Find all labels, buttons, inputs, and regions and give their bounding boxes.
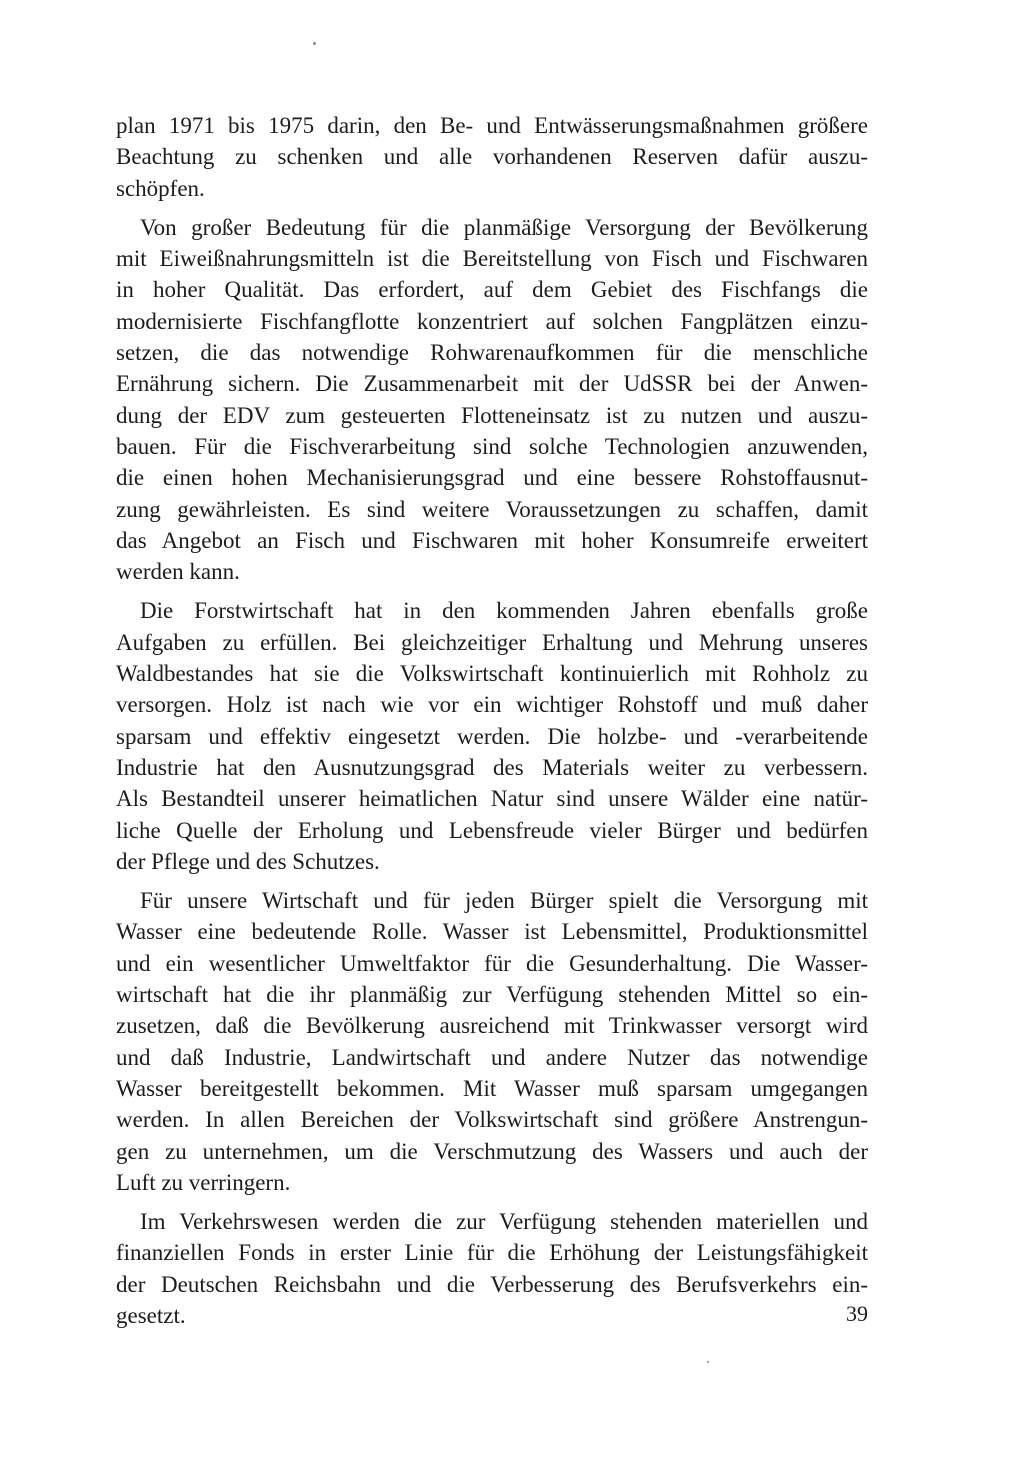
text-line: das Angebot an Fisch und Fischwaren mit hoher Konsumreife erweitert: [116, 527, 868, 553]
text-line: finanziellen Fonds in erster Linie für die Erhöhung der Leistungsfähigkeit: [116, 1240, 868, 1266]
text-line: gesetzt.: [116, 1302, 186, 1328]
text-line: Für unsere Wirtschaft und für jeden Bürger spielt die Versorgung mit: [140, 888, 868, 914]
text-line: sparsam und effektiv eingesetzt werden. Die holzbe- und -verarbeitende: [116, 723, 868, 749]
text-line: Beachtung zu schenken und alle vorhandenen Reserven dafür auszu-: [116, 144, 868, 170]
text-line: werden. In allen Bereichen der Volkswirtschaft sind größere Anstrengun-: [116, 1107, 868, 1133]
text-line: und daß Industrie, Landwirtschaft und andere Nutzer das notwendige: [116, 1044, 868, 1070]
text-line: wirtschaft hat die ihr planmäßig zur Verfügung stehenden Mittel so ein-: [116, 982, 868, 1008]
page-number: 39: [846, 1301, 868, 1326]
text-line: schöpfen.: [116, 175, 205, 201]
text-line: Im Verkehrswesen werden die zur Verfügung stehenden materiellen und: [140, 1209, 868, 1235]
paragraph: [116, 885, 868, 1198]
scan-speck: [707, 1361, 709, 1363]
text-line: Waldbestandes hat sie die Volkswirtschaft kontinuierlich mit Rohholz zu: [116, 661, 868, 687]
text-line: der Pflege und des Schutzes.: [116, 848, 380, 874]
text-line: Wasser bereitgestellt bekommen. Mit Wasser muß sparsam umgegangen: [116, 1075, 868, 1101]
text-line: und ein wesentlicher Umweltfaktor für die Gesunderhaltung. Die Wasser-: [116, 950, 868, 976]
text-line: der Deutschen Reichsbahn und die Verbesserung des Berufsverkehrs ein-: [116, 1271, 868, 1297]
text-line: Ernährung sichern. Die Zusammenarbeit mit der UdSSR bei der Anwen-: [116, 371, 868, 397]
text-line: plan 1971 bis 1975 darin, den Be- und Entwässerungsmaßnahmen größere: [116, 113, 868, 138]
text-line: Luft zu verringern.: [116, 1169, 291, 1195]
text-line: Von großer Bedeutung für die planmäßige Versorgung der Bevölkerung: [140, 214, 868, 240]
text-line: Wasser eine bedeutende Rolle. Wasser ist Lebensmittel, Produktionsmittel: [116, 919, 868, 945]
text-line: in hoher Qualität. Das erfordert, auf dem Gebiet des Fischfangs die: [116, 277, 868, 303]
paragraph: [116, 212, 868, 588]
text-line: Als Bestandteil unserer heimatlichen Natur sind unsere Wälder eine natür-: [116, 786, 868, 812]
paragraph: [116, 110, 868, 204]
text-line: Aufgaben zu erfüllen. Bei gleichzeitiger Erhaltung und Mehrung unseres: [116, 629, 868, 655]
text-line: versorgen. Holz ist nach wie vor ein wichtiger Rohstoff und muß daher: [116, 692, 868, 718]
text-line: bauen. Für die Fischverarbeitung sind solche Technologien anzuwenden,: [116, 433, 868, 459]
paragraph: [116, 595, 868, 877]
text-line: Industrie hat den Ausnutzungsgrad des Materials weiter zu verbessern.: [116, 754, 868, 780]
text-line: liche Quelle der Erholung und Lebensfreude vieler Bürger und bedürfen: [116, 817, 868, 843]
paragraph: [116, 1206, 868, 1331]
text-line: die einen hohen Mechanisierungsgrad und eine bessere Rohstoffausnut-: [116, 465, 868, 491]
text-line: zung gewährleisten. Es sind weitere Voraussetzungen zu schaffen, damit: [116, 496, 868, 522]
text-line: Die Forstwirtschaft hat in den kommenden Jahren ebenfalls große: [140, 598, 868, 624]
text-line: mit Eiweißnahrungsmitteln ist die Bereitstellung von Fisch und Fischwaren: [116, 246, 868, 272]
text-line: zusetzen, daß die Bevölkerung ausreichend mit Trinkwasser versorgt wird: [116, 1013, 868, 1039]
text-line: dung der EDV zum gesteuerten Flotteneinsatz ist zu nutzen und auszu-: [116, 402, 868, 428]
text-line: werden kann.: [116, 559, 240, 585]
scan-speck: [313, 42, 316, 45]
body-text: [116, 110, 868, 1331]
text-line: gen zu unternehmen, um die Verschmutzung des Wassers und auch der: [116, 1138, 868, 1164]
text-line: modernisierte Fischfangflotte konzentriert auf solchen Fangplätzen einzu-: [116, 308, 868, 334]
text-line: setzen, die das notwendige Rohwarenaufkommen für die menschliche: [116, 340, 868, 366]
